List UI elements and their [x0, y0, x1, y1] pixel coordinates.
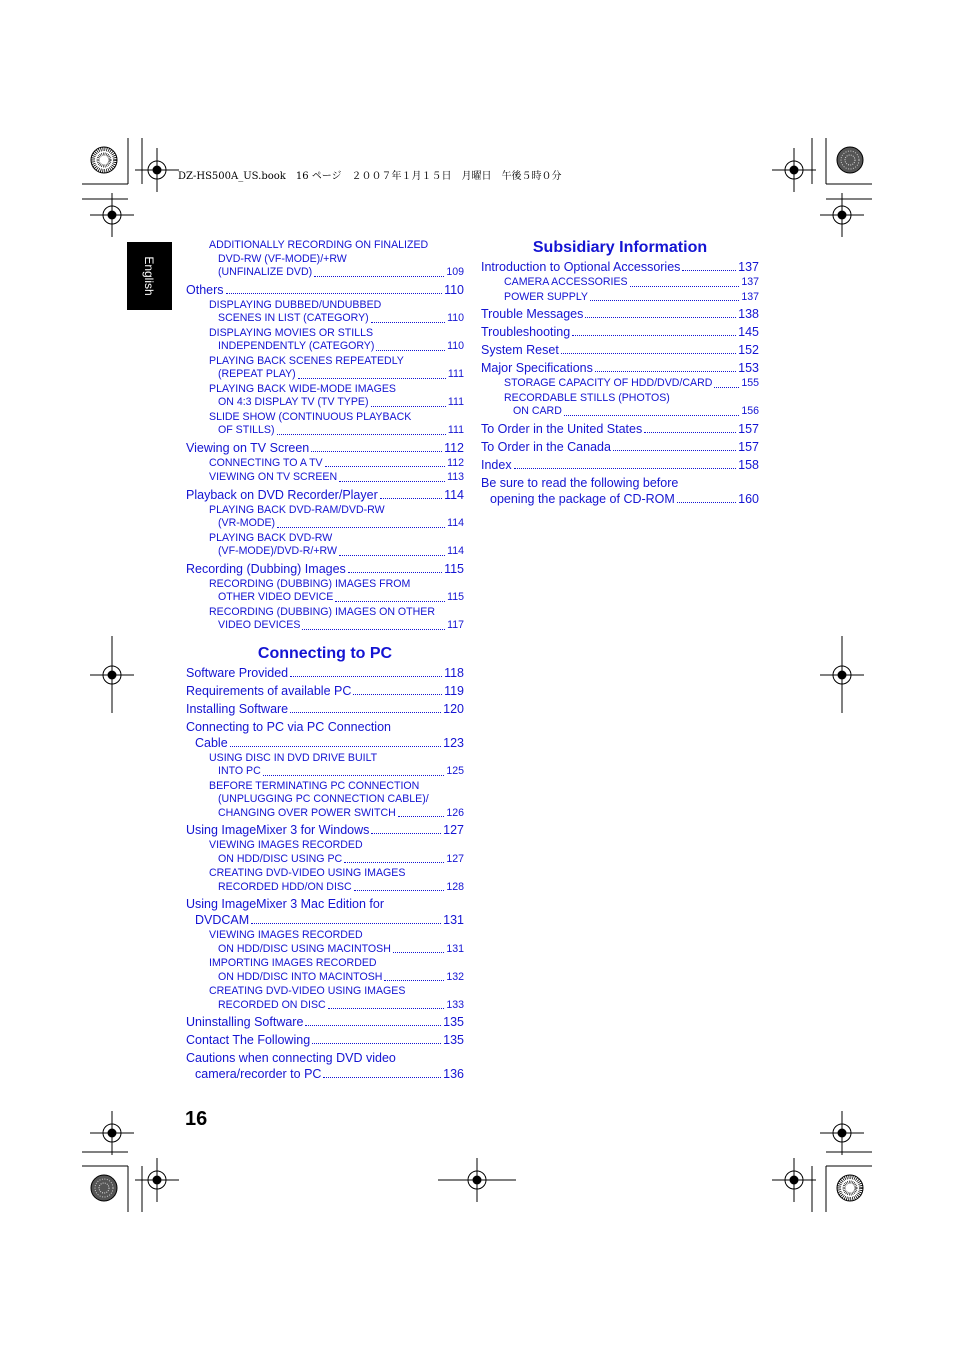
toc-entry-page: 111 [447, 424, 464, 436]
registration-mark-icon [820, 193, 864, 237]
toc-entry-label: Troubleshooting [481, 325, 571, 339]
dot-leader [328, 1008, 445, 1009]
toc-entry-page: 111 [447, 368, 464, 380]
dot-leader [714, 387, 739, 388]
toc-entry-label: RECORDED HDD/ON DISC [218, 880, 352, 893]
toc-entry-label: DISPLAYING MOVIES OR STILLS [209, 326, 374, 339]
dot-leader [312, 1043, 441, 1044]
toc-entry-label: To Order in the Canada [481, 439, 611, 454]
toc-entry-label: (UNFINALIZE DVD) [218, 266, 313, 278]
toc-entry-page: 127 [443, 823, 464, 837]
toc-entry[interactable] [186, 867, 464, 894]
toc-entry-label: (REPEAT PLAY) [218, 368, 296, 380]
toc-entry[interactable] [186, 701, 464, 717]
toc-entry-page: 110 [447, 340, 464, 352]
color-target-icon [837, 1175, 863, 1201]
dot-leader [384, 980, 444, 981]
toc-entry-label: USING DISC IN DVD DRIVE BUILT [209, 751, 378, 764]
toc-entry-label: System Reset [481, 343, 559, 357]
toc-entry[interactable] [186, 487, 464, 503]
toc-entry-page: 131 [443, 913, 464, 927]
toc-entry-page: 111 [447, 396, 464, 408]
toc-entry-label: RECORDED ON DISC [218, 998, 326, 1011]
toc-entry[interactable] [481, 439, 759, 455]
toc-entry[interactable] [186, 504, 464, 531]
toc-entry-label: Using ImageMixer 3 Mac Edition for [186, 897, 384, 911]
toc-entry-page: 156 [741, 405, 759, 417]
toc-entry-label: Trouble Messages [481, 307, 584, 321]
toc-entry[interactable] [186, 355, 464, 382]
registration-mark-icon [820, 1111, 864, 1155]
toc-entry-page: 133 [446, 998, 464, 1011]
print-header: DZ-HS500A_US.book 16 ページ ２００７年１月１５日 月曜日 午後５時０分 [178, 171, 562, 182]
toc-entry-label: OTHER VIDEO DEVICE [218, 591, 334, 603]
toc-entry-label: DISPLAYING DUBBED/UNDUBBED [209, 298, 382, 311]
dot-leader [644, 432, 736, 433]
page-number: 16 [185, 1108, 208, 1130]
toc-entry[interactable] [186, 532, 464, 559]
registration-mark-icon [90, 1111, 134, 1155]
dot-leader [590, 300, 739, 301]
toc-entry-label: (UNPLUGGING PC CONNECTION CABLE)/ [218, 793, 429, 805]
toc-entry-label: SCENES IN LIST (CATEGORY) [218, 312, 369, 324]
dot-leader [380, 498, 442, 499]
toc-entry-page: 135 [443, 1033, 464, 1047]
dot-leader [398, 816, 445, 817]
toc-entry[interactable] [481, 291, 759, 305]
toc-entry-label: ON CARD [513, 405, 562, 417]
dot-leader [630, 286, 740, 287]
dot-leader [251, 923, 441, 924]
toc-entry-label: CONNECTING TO A TV [209, 456, 323, 469]
dot-leader [323, 1077, 441, 1078]
dot-leader [371, 322, 445, 323]
toc-entry-page: 131 [446, 942, 464, 955]
dot-leader [514, 468, 737, 469]
toc-entry[interactable] [481, 377, 759, 391]
toc-entry-label: Recording (Dubbing) Images [186, 561, 346, 576]
toc-entry-label: IMPORTING IMAGES RECORDED [209, 957, 377, 969]
dot-leader [371, 406, 446, 407]
toc-entry[interactable] [186, 665, 464, 681]
toc-entry[interactable] [186, 985, 464, 1012]
color-target-icon [91, 147, 117, 173]
toc-entry-label: Requirements of available PC [186, 683, 352, 698]
toc-entry-page: 138 [738, 307, 759, 321]
toc-entry-label: CREATING DVD-VIDEO USING IMAGES [209, 985, 406, 997]
toc-entry[interactable] [481, 259, 759, 275]
toc-connecting-entries [186, 665, 464, 1083]
toc-entry-label: SLIDE SHOW (CONTINUOUS PLAYBACK [209, 410, 412, 423]
toc-entry[interactable] [186, 282, 464, 298]
toc-entry[interactable] [186, 896, 464, 928]
toc-entry[interactable] [186, 411, 464, 438]
toc-entry[interactable] [186, 457, 464, 471]
toc-entry-page: 110 [447, 312, 464, 324]
toc-entry[interactable] [186, 578, 464, 605]
toc-entry[interactable] [481, 360, 759, 376]
toc-entry-page: 132 [446, 970, 464, 983]
toc-entry-page: 128 [446, 880, 464, 893]
toc-entry-page: 114 [444, 487, 464, 502]
dot-leader [393, 952, 444, 953]
toc-subsidiary-entries [481, 259, 759, 507]
toc-entry-page: 126 [446, 806, 464, 819]
language-tab-label: English [142, 256, 156, 296]
toc-entry[interactable] [186, 752, 464, 779]
toc-entry-page: 109 [446, 266, 464, 278]
toc-entry[interactable] [186, 606, 464, 633]
toc-entry[interactable] [186, 683, 464, 699]
dot-leader [298, 378, 446, 379]
toc-entry-label: opening the package of CD-ROM [490, 491, 675, 506]
toc-entry-label: Be sure to read the following before [481, 475, 679, 490]
dot-leader [677, 502, 736, 503]
toc-entry-label: ON HDD/DISC USING MACINTOSH [218, 942, 391, 955]
toc-entry-page: 137 [738, 260, 759, 274]
toc-entry-label: Others [186, 282, 224, 297]
dot-leader [226, 293, 443, 294]
toc-entry-page: 114 [447, 545, 464, 557]
toc-entry-label: ON HDD/DISC USING PC [218, 852, 343, 865]
language-tab [127, 242, 172, 310]
toc-entry-label: VIEWING ON TV SCREEN [209, 471, 338, 483]
registration-mark-icon [772, 1158, 816, 1202]
dot-leader [302, 629, 445, 630]
toc-entry-page: 123 [443, 735, 464, 750]
dot-leader [371, 833, 441, 834]
toc-entry-page: 135 [443, 1015, 464, 1029]
toc-entry-label: (VR-MODE) [218, 517, 276, 529]
toc-entry-label: Playback on DVD Recorder/Player [186, 487, 378, 502]
toc-entry-page: 136 [443, 1067, 464, 1081]
toc-entry-page: 160 [738, 491, 759, 506]
toc-entry-label: OF STILLS) [218, 424, 275, 436]
toc-entry-page: 155 [741, 377, 759, 389]
toc-entry[interactable] [186, 780, 464, 821]
toc-entry[interactable] [481, 475, 759, 507]
toc-entry[interactable] [186, 239, 464, 280]
toc-entry-label: Introduction to Optional Accessories [481, 260, 681, 274]
dot-leader [344, 862, 444, 863]
dot-leader [585, 317, 736, 318]
dot-leader [230, 746, 441, 747]
toc-entry-label: PLAYING BACK SCENES REPEATEDLY [209, 354, 404, 367]
toc-entry-label: To Order in the United States [481, 421, 643, 436]
toc-entry-page: 157 [738, 421, 759, 436]
toc-entry-page: 145 [738, 325, 759, 339]
dot-leader [335, 601, 445, 602]
toc-entry-page: 152 [738, 343, 759, 357]
dot-leader [290, 712, 441, 713]
toc-entry-page: 127 [446, 852, 464, 865]
toc-entry-label: RECORDING (DUBBING) IMAGES ON OTHER [209, 605, 436, 618]
dot-leader [311, 451, 442, 452]
toc-entry-label: INDEPENDENTLY (CATEGORY) [218, 340, 375, 352]
toc-entry-label: Software Provided [186, 665, 289, 680]
color-target-icon [91, 1175, 117, 1201]
toc-entry[interactable] [186, 1050, 464, 1082]
dot-leader [348, 572, 442, 573]
toc-entry-page: 117 [447, 619, 464, 631]
dot-leader [277, 527, 445, 528]
toc-entry-page: 125 [446, 765, 464, 777]
toc-entry-label: RECORDING (DUBBING) IMAGES FROM [209, 577, 411, 590]
toc-entry-label: VIEWING IMAGES RECORDED [209, 929, 363, 941]
dot-leader [277, 434, 446, 435]
toc-entry-label: camera/recorder to PC [195, 1067, 322, 1081]
toc-entry-label: Uninstalling Software [186, 1015, 304, 1029]
toc-entry[interactable] [186, 440, 464, 456]
toc-right-column [481, 238, 759, 507]
toc-entry-page: 112 [447, 456, 464, 469]
toc-entry[interactable] [481, 276, 759, 290]
toc-left-entries [186, 239, 464, 633]
color-target-icon [837, 147, 863, 173]
toc-entry-label: PLAYING BACK DVD-RW [209, 531, 333, 544]
toc-entry[interactable] [481, 392, 759, 419]
dot-leader [325, 466, 445, 467]
dot-leader [564, 415, 739, 416]
dot-leader [682, 270, 736, 271]
toc-entry-label: CAMERA ACCESSORIES [504, 276, 628, 288]
toc-entry-page: 119 [444, 683, 464, 698]
dot-leader [290, 676, 442, 677]
dot-leader [354, 890, 445, 891]
toc-entry[interactable] [186, 839, 464, 866]
toc-entry[interactable] [186, 299, 464, 326]
toc-entry-label: CHANGING OVER POWER SWITCH [218, 806, 396, 819]
toc-entry[interactable] [186, 1032, 464, 1048]
toc-entry[interactable] [186, 822, 464, 838]
toc-entry-page: 137 [741, 290, 759, 303]
toc-entry-label: ADDITIONALLY RECORDING ON FINALIZED [209, 239, 429, 251]
toc-entry-label: Installing Software [186, 701, 289, 716]
toc-entry[interactable] [186, 561, 464, 577]
toc-entry-page: 110 [444, 282, 464, 297]
dot-leader [595, 371, 736, 372]
dot-leader [339, 481, 445, 482]
toc-entry-label: POWER SUPPLY [504, 290, 588, 303]
toc-entry-label: Major Specifications [481, 361, 593, 375]
toc-entry[interactable] [481, 457, 759, 473]
toc-entry-page: 113 [447, 471, 464, 483]
toc-entry[interactable] [481, 342, 759, 358]
toc-entry[interactable] [186, 327, 464, 354]
section-title-connecting-to-pc: Connecting to PC [257, 644, 393, 662]
dot-leader [561, 353, 736, 354]
dot-leader [314, 276, 444, 277]
dot-leader [376, 350, 445, 351]
toc-entry-label: Connecting to PC via PC Connection [186, 719, 391, 734]
toc-entry-page: 115 [447, 591, 464, 603]
toc-entry-label: Contact The Following [186, 1033, 311, 1047]
toc-entry-page: 157 [738, 439, 759, 454]
toc-entry[interactable] [186, 719, 464, 751]
toc-entry-page: 120 [443, 701, 464, 716]
toc-entry-page: 153 [738, 361, 759, 375]
toc-entry-label: ON 4:3 DISPLAY TV (TV TYPE) [218, 396, 369, 408]
toc-entry[interactable] [186, 383, 464, 410]
toc-entry-label: INTO PC [218, 765, 261, 777]
toc-entry[interactable] [186, 929, 464, 956]
toc-entry-label: ON HDD/DISC INTO MACINTOSH [218, 970, 383, 983]
section-title-subsidiary-information: Subsidiary Information [532, 239, 708, 256]
toc-entry-label: Cautions when connecting DVD video [186, 1051, 396, 1065]
toc-entry-label: CREATING DVD-VIDEO USING IMAGES [209, 867, 406, 879]
toc-left-column [186, 238, 464, 1082]
dot-leader [263, 775, 445, 776]
toc-entry-label: Using ImageMixer 3 for Windows [186, 823, 370, 837]
toc-entry-page: 137 [741, 276, 759, 288]
toc-entry-page: 158 [738, 457, 759, 472]
dot-leader [613, 450, 736, 451]
toc-entry[interactable] [186, 471, 464, 485]
toc-entry-label: VIEWING IMAGES RECORDED [209, 839, 363, 851]
toc-entry[interactable] [186, 957, 464, 984]
registration-mark-icon [772, 148, 816, 192]
dot-leader [572, 335, 736, 336]
toc-entry[interactable] [481, 324, 759, 340]
toc-entry-label: DVDCAM [195, 913, 250, 927]
toc-entry-label: PLAYING BACK WIDE-MODE IMAGES [209, 382, 396, 395]
dot-leader [353, 694, 442, 695]
toc-entry-label: DVD-RW (VF-MODE)/+RW [218, 252, 347, 265]
toc-entry-label: Viewing on TV Screen [186, 440, 310, 455]
toc-entry-label: STORAGE CAPACITY OF HDD/DVD/CARD [504, 377, 713, 389]
toc-entry-page: 112 [444, 440, 464, 455]
dot-leader [305, 1025, 441, 1026]
toc-entry[interactable] [481, 421, 759, 437]
dot-leader [339, 555, 445, 556]
toc-entry-label: RECORDABLE STILLS (PHOTOS) [504, 391, 670, 404]
toc-entry-label: Cable [195, 735, 228, 750]
registration-mark-icon [90, 193, 134, 237]
toc-entry-label: BEFORE TERMINATING PC CONNECTION [209, 779, 420, 792]
toc-entry-page: 118 [444, 665, 464, 680]
toc-entry-label: (VF-MODE)/DVD-R/+RW [218, 545, 337, 557]
toc-entry-page: 114 [447, 517, 464, 529]
toc-entry[interactable] [186, 1014, 464, 1030]
toc-entry[interactable] [481, 306, 759, 322]
toc-entry-label: PLAYING BACK DVD-RAM/DVD-RW [209, 503, 385, 516]
toc-entry-label: Index [481, 457, 512, 472]
toc-entry-page: 115 [444, 561, 464, 576]
toc-entry-label: VIDEO DEVICES [218, 619, 301, 631]
